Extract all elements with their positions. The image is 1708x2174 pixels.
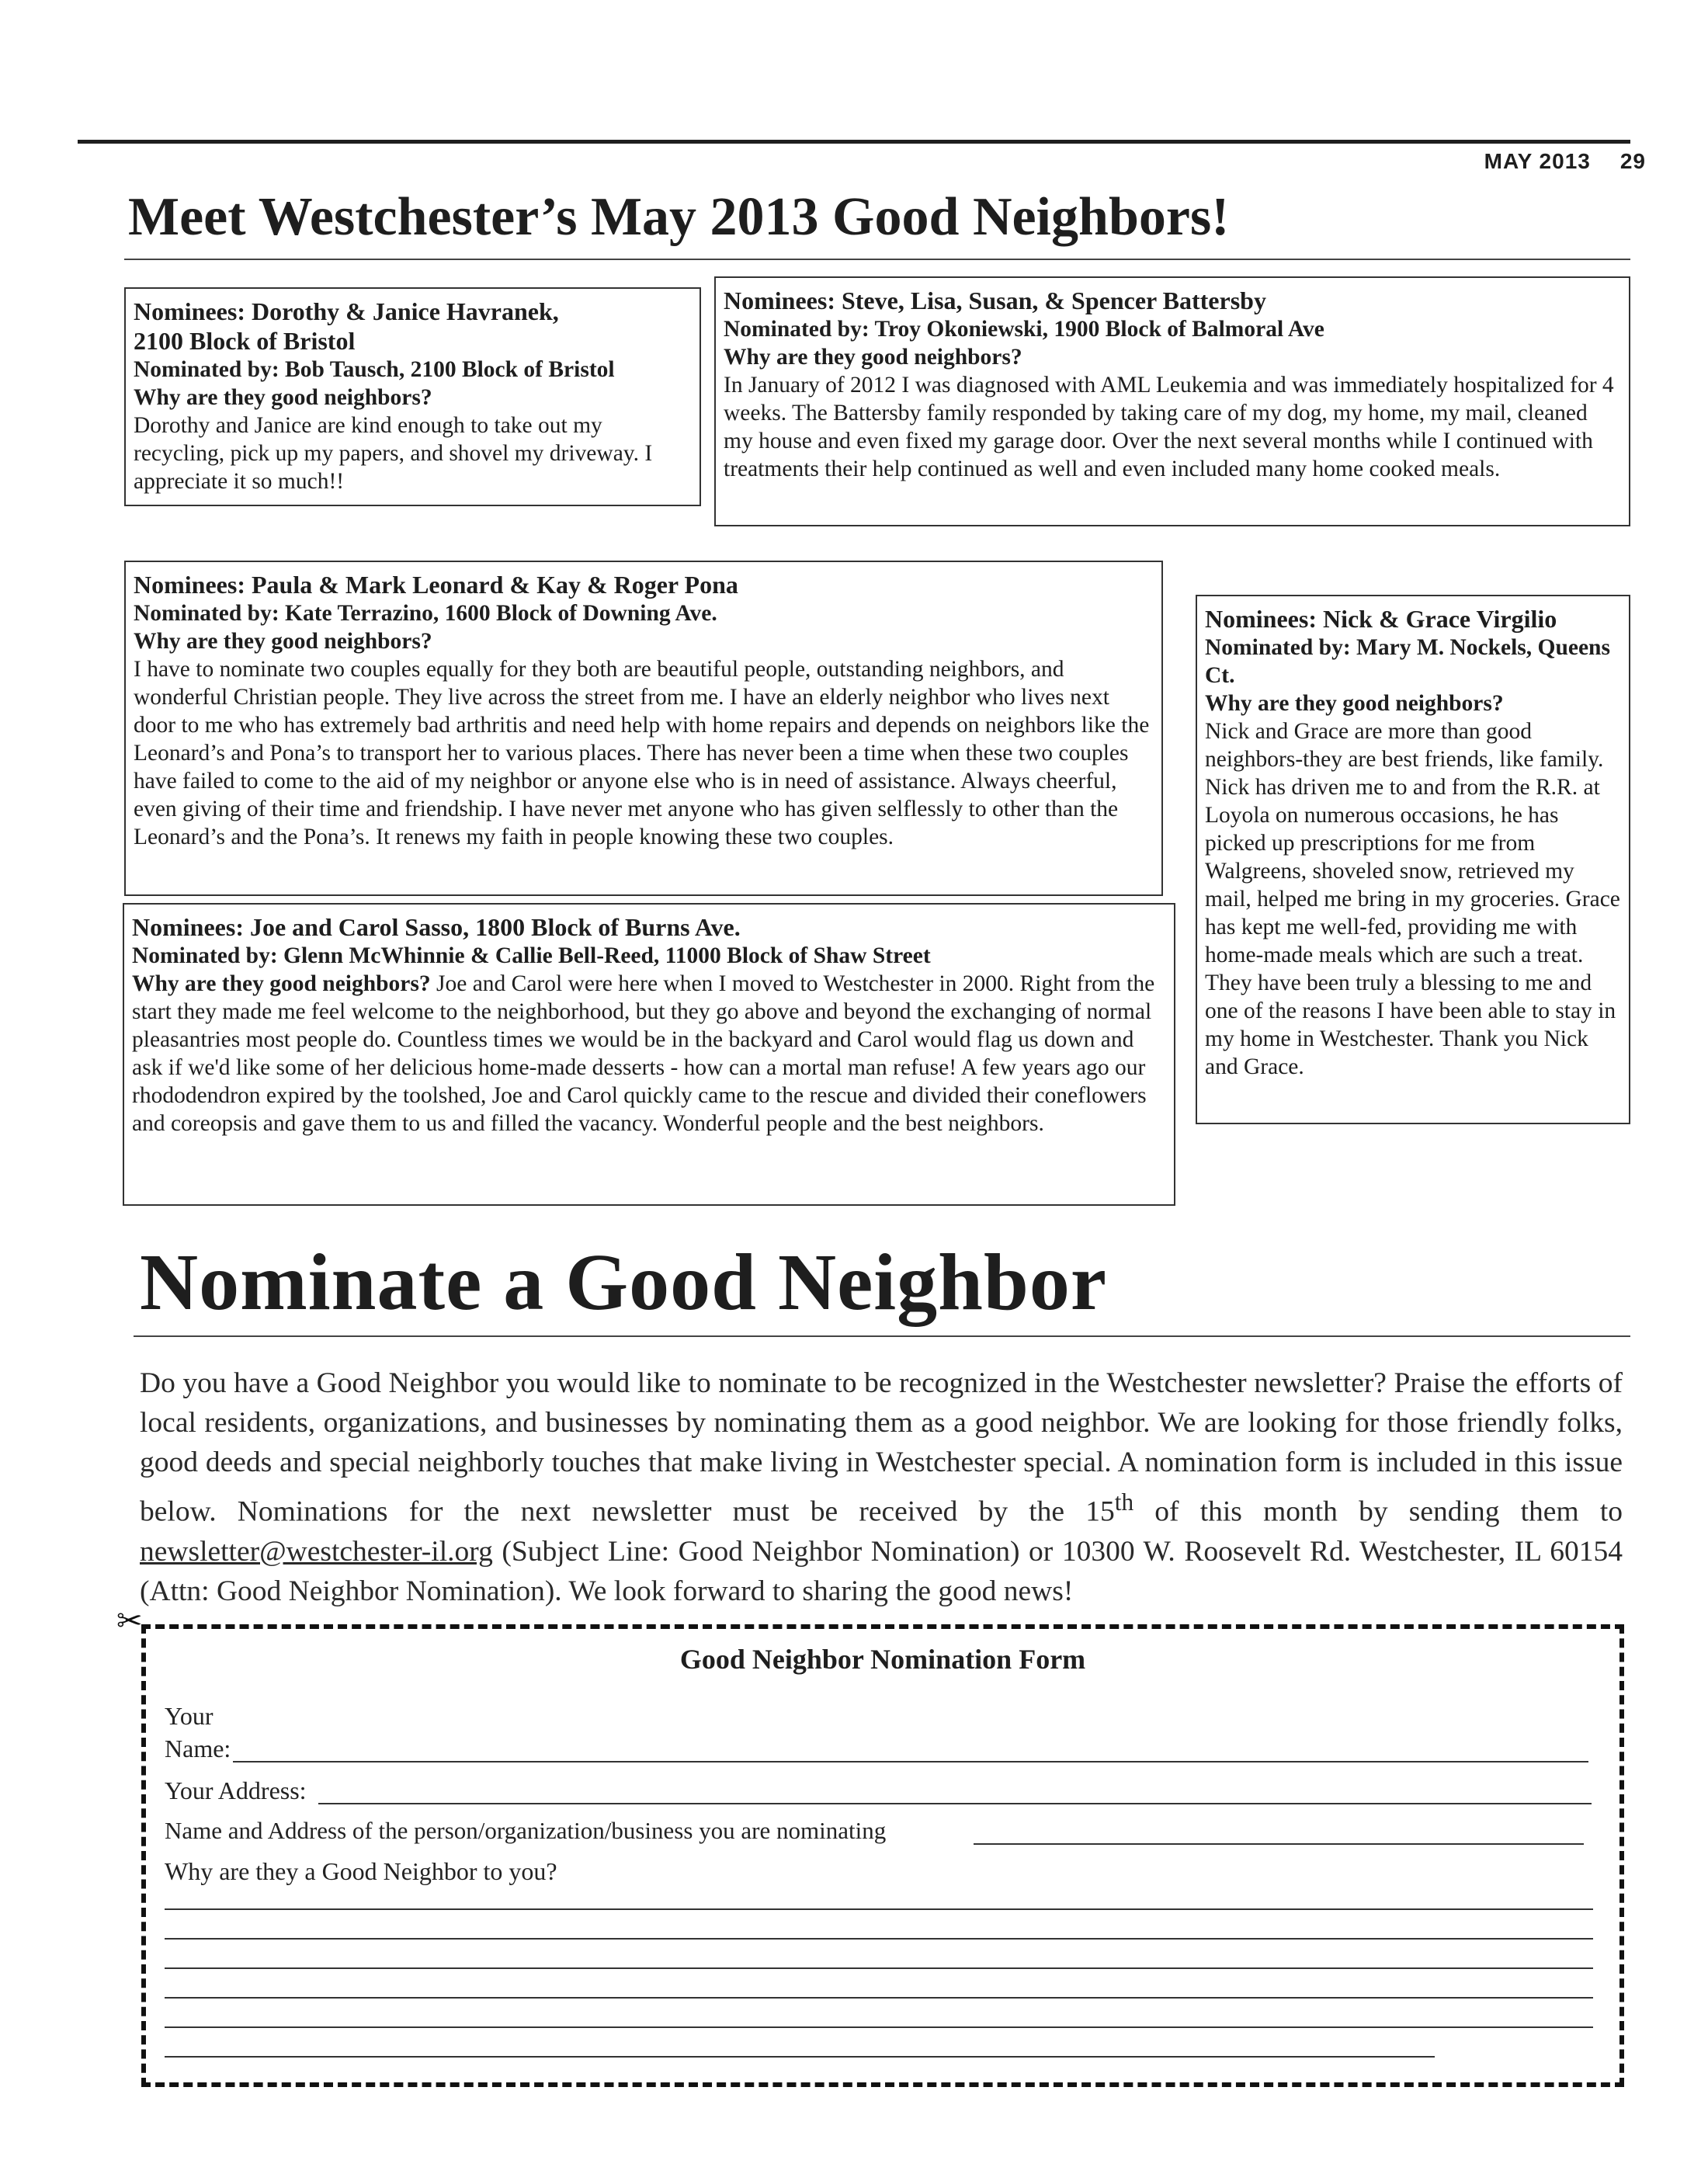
nominated-by: Nominated by: Mary M. Nockels, Queens Ct. (1205, 635, 1610, 688)
nominated-by: Nominated by: Troy Okoniewski, 1900 Block of Balmoral Ave (724, 317, 1324, 342)
top-rule (78, 140, 1630, 144)
scissors-icon: ✂ (116, 1603, 143, 1638)
nominee-field[interactable] (974, 1843, 1584, 1845)
why-label: Why are they good neighbors? (724, 345, 1022, 370)
nominated-by: Nominated by: Bob Tausch, 2100 Block of Bristol (134, 357, 615, 382)
nominate-intro: Do you have a Good Neighbor you would like to nominate to be recognized in the Westchester newsletter? Praise the efforts of local residents, organizations, and businesses by nominating them as a good neighbor. We are looking for those friendly folks, good deeds and special neighborly touches that make living in Westchester special. A nomination form is included in this issue below. Nominations for the next newsletter must be received by the 15th of this month by sending them to newsletter@westchester-il.org (Subject Line: Good Neighbor Nomination) or 10300 W. Roosevelt Rd. Westchester, IL 60154 (Attn: Good Neighbor Nomination). We look forward to sharing the good news! (140, 1367, 1623, 1607)
nominees-heading: Nominees: Nick & Grace Virgilio (1205, 605, 1557, 633)
nomination-text: I have to nominate two couples equally for they both are beautiful people, outstanding neighbors, and wonderful Christian people. They live across the street from me. I have an elderly neighbor who lives next door to me who has extremely bad arthritis and need help with home repairs and depends on neighbors like the Leonard’s and Pona’s to transport her to various places. There has never been a time when these two couples have failed to come to the aid of my neighbor or anyone else who is in need of assistance. Always cheerful, even giving of their time and friendship. I have never met anyone who has given selflessly to other than the Leonard’s and the Pona’s. It renews my faith in people knowing these two couples. (134, 657, 1150, 849)
nomination-card-leonard-pona (124, 561, 1163, 896)
page-header (1484, 149, 1646, 174)
why-label: Why are they good neighbors? (134, 629, 432, 654)
your-address-field[interactable] (318, 1803, 1592, 1804)
nominated-by: Nominated by: Kate Terrazino, 1600 Block of Downing Ave. (134, 601, 717, 626)
answer-line[interactable] (165, 1908, 1593, 1910)
nomination-card-havranek (124, 287, 701, 506)
answer-line[interactable] (165, 2026, 1593, 2028)
form-title: Good Neighbor Nomination Form (679, 1644, 1086, 1675)
nomination-card-virgilio (1196, 595, 1630, 1124)
nominated-by: Nominated by: Glenn McWhinnie & Callie Bell-Reed, 11000 Block of Shaw Street (132, 943, 931, 968)
why-label: Why are they good neighbors? (1205, 691, 1504, 716)
section-title-rule (124, 259, 1630, 260)
nominate-title: Nominate a Good Neighbor (140, 1238, 1107, 1327)
section-title: Meet Westchester’s May 2013 Good Neighbors! (128, 187, 1230, 247)
nomination-text: Dorothy and Janice are kind enough to take out my recycling, pick up my papers, and shovel my driveway. I appreciate it so much!! (134, 413, 653, 494)
why-label: Why are they good neighbors? (132, 971, 431, 996)
nomination-card-sasso (123, 903, 1175, 1206)
newsletter-email-link[interactable]: newsletter@westchester-il.org (140, 1535, 493, 1568)
your-name-label-1: Your (165, 1702, 214, 1730)
why-label: Why are they good neighbors? (134, 385, 432, 410)
nomination-text: Nick and Grace are more than good neighbors-they are best friends, like family. Nick has driven me to and from the R.R. at Loyola on numerous occasions, he has picked up prescriptions for me from Walgreens, shoveled snow, retrieved my mail, helped me bring in my groceries. Grace has kept me well-fed, providing me with home-made meals which are such a treat. They have been truly a blessing to me and one of the reasons I have been able to stay in my home in Westchester. Thank you Nick and Grace. (1205, 719, 1620, 1079)
nominees-address: 2100 Block of Bristol (134, 327, 356, 355)
page-number: 29 (1619, 149, 1646, 173)
answer-line[interactable] (165, 1997, 1593, 1999)
nomination-card-battersby (714, 276, 1630, 526)
nominees-heading: Nominees: Paula & Mark Leonard & Kay & Roger Pona (134, 571, 738, 599)
issue-date: MAY 2013 (1484, 149, 1591, 173)
nomination-text: In January of 2012 I was diagnosed with AML Leukemia and was immediately hospitalized for 4 weeks. The Battersby family responded by taking care of my dog, my home, my mail, cleaned my house and even fixed my garage door. Over the next several months while I continued with treatments their help continued as well and even included many home cooked meals. (724, 373, 1614, 481)
answer-line[interactable] (165, 2056, 1435, 2058)
nominees-heading: Nominees: Joe and Carol Sasso, 1800 Block of Burns Ave. (132, 913, 741, 941)
your-name-field[interactable] (233, 1761, 1588, 1762)
nominees-heading: Nominees: Steve, Lisa, Susan, & Spencer Battersby (724, 287, 1266, 314)
nomination-text: Joe and Carol were here when I moved to Westchester in 2000. Right from the start they made me feel welcome to the neighborhood, but they go above and beyond the exchanging of normal pleasantries most people do. Countless times we would be in the backyard and Carol would flag us down and ask if we'd like some of her delicious home-made desserts - how can a mortal man refuse! A few years ago our rhododendron expired by the toolshed, Joe and Carol quickly came to the rescue and divided their coneflowers and coreopsis and gave them to us and filled the vacancy. Wonderful people and the best neighbors. (132, 971, 1155, 1136)
nominate-title-rule (134, 1335, 1630, 1337)
answer-line[interactable] (165, 1938, 1593, 1940)
your-name-label-2: Name: (165, 1735, 231, 1762)
nominees-heading: Nominees: Dorothy & Janice Havranek, (134, 297, 559, 325)
answer-line[interactable] (165, 1967, 1593, 1969)
why-question-label: Why are they a Good Neighbor to you? (165, 1857, 557, 1885)
nomination-form (141, 1624, 1624, 2087)
nominee-label: Name and Address of the person/organization/business you are nominating (165, 1817, 887, 1844)
your-address-label: Your Address: (165, 1776, 307, 1804)
